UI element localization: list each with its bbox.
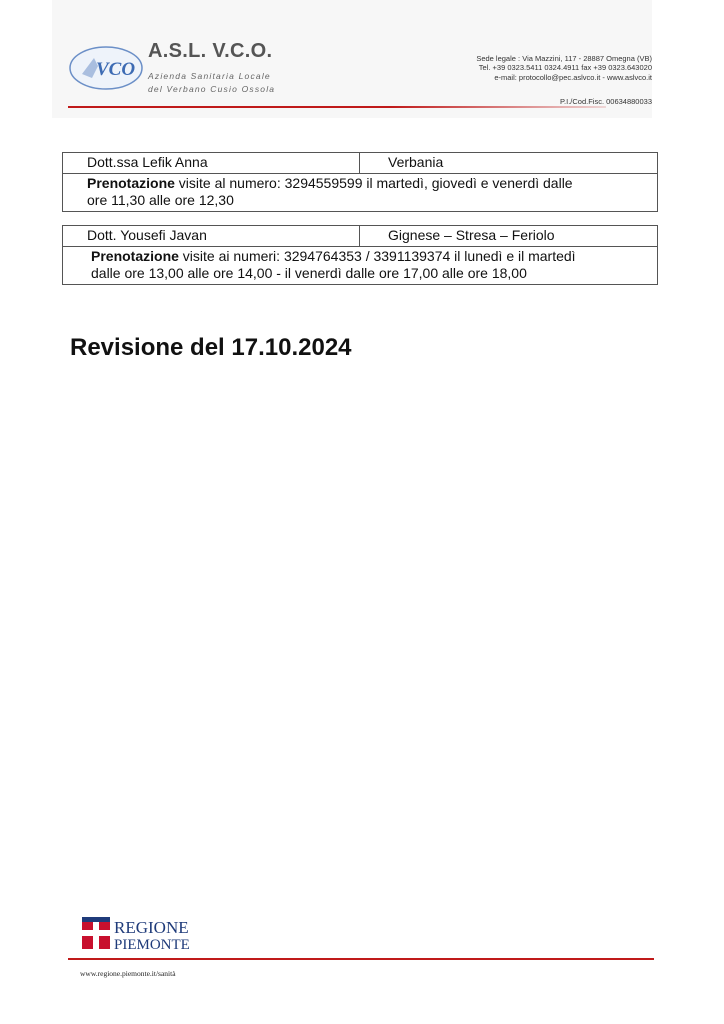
region-name-line-2: PIEMONTE [114, 937, 190, 953]
table-row [63, 153, 658, 174]
revision-date: Revisione del 17.10.2024 [70, 334, 352, 361]
doctor-location: Gignese – Stresa – Feriolo [360, 226, 658, 247]
header-rule [68, 106, 606, 108]
booking-label: Prenotazione [91, 248, 179, 264]
asl-vco-logo-icon [68, 44, 144, 92]
contact-address: Sede legale : Via Mazzini, 117 - 28887 Omegna (VB) [476, 54, 652, 63]
booking-label: Prenotazione [87, 175, 175, 191]
doctor-table-2 [62, 225, 658, 285]
footer-rule [68, 958, 654, 960]
booking-info [63, 174, 658, 212]
booking-line-2: ore 11,30 alle ore 12,30 [87, 192, 234, 208]
booking-line-2: dalle ore 13,00 alle ore 14,00 - il venerdì dalle ore 17,00 alle ore 18,00 [91, 265, 527, 281]
doctor-name: Dott.ssa Lefik Anna [63, 153, 360, 174]
footer-url[interactable]: www.regione.piemonte.it/sanità [80, 969, 176, 978]
region-name-line-1: REGIONE [114, 918, 189, 937]
doctor-name: Dott. Yousefi Javan [63, 226, 360, 247]
org-subtitle-1: Azienda Sanitaria Locale [148, 71, 271, 81]
doctor-table-1 [62, 152, 658, 212]
doctor-location: Verbania [360, 153, 658, 174]
contact-email: e-mail: protocollo@pec.aslvco.it - www.aslvco.it [494, 73, 652, 82]
regione-piemonte-emblem-icon [82, 917, 110, 949]
contact-phone: Tel. +39 0323.5411 0324.4911 fax +39 0323.643020 [478, 63, 652, 72]
svg-text:VCO: VCO [96, 59, 136, 80]
booking-line-1: visite al numero: 3294559599 il martedì, giovedì e venerdì dalle [174, 175, 573, 191]
booking-info [63, 247, 658, 285]
fiscal-code: P.I./Cod.Fisc. 00634880033 [559, 97, 652, 106]
table-row [63, 174, 658, 212]
org-subtitle-2: del Verbano Cusio Ossola [148, 84, 276, 94]
booking-line-1: visite ai numeri: 3294764353 / 3391139374 il lunedì e il martedì [178, 248, 576, 264]
table-row [63, 247, 658, 285]
org-name: A.S.L. V.C.O. [148, 40, 273, 62]
table-row [63, 226, 658, 247]
